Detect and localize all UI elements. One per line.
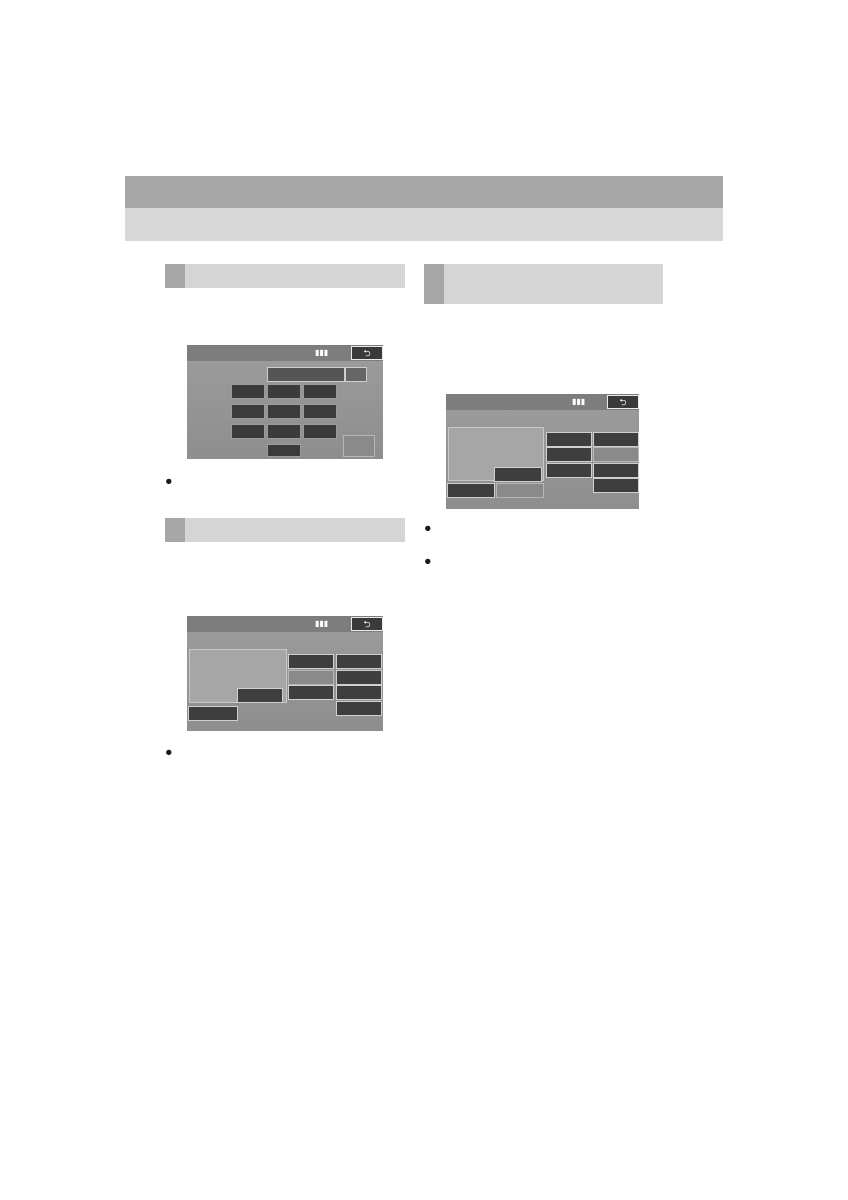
- key-1[interactable]: [231, 384, 265, 399]
- status-signal-icon: ▮▮▮: [315, 619, 329, 628]
- screen-button[interactable]: [336, 701, 382, 716]
- key-7[interactable]: [231, 424, 265, 439]
- search-button[interactable]: [288, 654, 334, 669]
- subtitles-button[interactable]: [593, 447, 639, 462]
- screenshot-dvd-options-audio: [187, 616, 383, 731]
- search-button[interactable]: [546, 432, 592, 447]
- audio-button[interactable]: [288, 670, 334, 685]
- bullet-note: ●: [165, 745, 173, 759]
- full-screen-button[interactable]: [237, 688, 283, 703]
- change-button[interactable]: [188, 706, 238, 721]
- figure-code: [337, 460, 383, 468]
- return-button[interactable]: [336, 654, 382, 669]
- return-button[interactable]: [593, 432, 639, 447]
- screenshot-title-number: [187, 345, 383, 459]
- hide-button[interactable]: [496, 483, 544, 498]
- figure-code: [336, 731, 383, 739]
- section-heading-search-title: [165, 264, 405, 288]
- key-8[interactable]: [267, 424, 301, 439]
- key-3[interactable]: [303, 384, 337, 399]
- wide-button[interactable]: [336, 685, 382, 700]
- screen-button[interactable]: [593, 478, 639, 493]
- title-number-input-field[interactable]: [267, 367, 345, 382]
- back-icon[interactable]: ⮌: [351, 346, 383, 360]
- step-1: [165, 300, 405, 318]
- screenshot-dvd-options-subtitles: [446, 394, 639, 509]
- key-6[interactable]: [303, 404, 337, 419]
- angle-button[interactable]: [288, 685, 334, 700]
- status-signal-icon: ▮▮▮: [315, 348, 329, 357]
- wide-button[interactable]: [593, 463, 639, 478]
- bullet-note: ●: [424, 554, 432, 568]
- step-2: [165, 324, 405, 342]
- audio-button[interactable]: [546, 447, 592, 462]
- bullet-note: ●: [165, 474, 173, 488]
- angle-button[interactable]: [546, 463, 592, 478]
- bullet-note: ●: [424, 521, 432, 535]
- step-2: [165, 579, 405, 615]
- subtitles-button[interactable]: [336, 670, 382, 685]
- key-0[interactable]: [267, 444, 301, 457]
- step-2: [424, 341, 663, 391]
- section-heading-change-audio: [165, 518, 405, 542]
- chapter-header-subband: [125, 208, 723, 241]
- step-1: [424, 316, 663, 334]
- section-heading-change-subtitles: [424, 264, 663, 304]
- full-screen-button[interactable]: [494, 467, 542, 482]
- delete-button[interactable]: [345, 367, 367, 382]
- back-icon[interactable]: ⮌: [607, 395, 639, 409]
- key-5[interactable]: [267, 404, 301, 419]
- key-2[interactable]: [267, 384, 301, 399]
- key-9[interactable]: [303, 424, 337, 439]
- figure-code: [592, 509, 639, 517]
- back-icon[interactable]: ⮌: [351, 617, 383, 631]
- chapter-header-band: [125, 176, 723, 208]
- key-4[interactable]: [231, 404, 265, 419]
- status-signal-icon: ▮▮▮: [572, 397, 586, 406]
- ok-button[interactable]: [343, 435, 375, 457]
- change-button[interactable]: [447, 483, 495, 498]
- step-1: [165, 555, 405, 573]
